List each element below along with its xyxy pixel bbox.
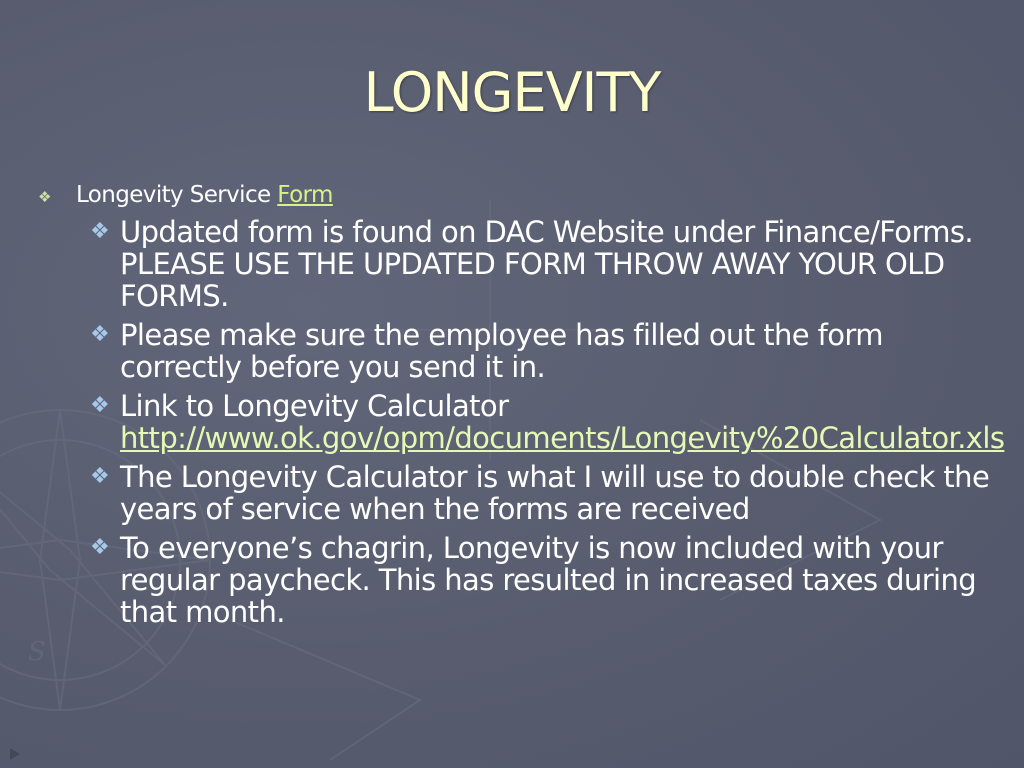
slide-nav-arrow-icon[interactable] (10, 748, 20, 760)
sub-bullet-text: To everyone’s chagrin, Longevity is now included with your regular paycheck. This has resulted in increased taxes during that month. (120, 531, 977, 629)
sub-bullet-item (90, 319, 1011, 383)
diamond-four-icon: ❖ (90, 219, 110, 244)
diamond-four-icon: ❖ (90, 464, 110, 489)
diamond-four-icon: ❖ (90, 393, 110, 418)
bullet-item-longevity-service-form (36, 180, 1011, 212)
sub-bullet-item (90, 461, 1011, 525)
form-link[interactable]: Form (277, 182, 333, 208)
sub-bullet-text: Link to Longevity Calculator http://www.ok.gov/opm/documents/Longevity%20Calculator.xls (120, 389, 1005, 455)
longevity-calculator-link[interactable]: http://www.ok.gov/opm/documents/Longevity%20Calculator.xls (120, 421, 1005, 455)
svg-text:S: S (28, 637, 46, 667)
diamond-four-icon: ❖ (90, 322, 110, 347)
sub-bullet-item (90, 532, 1011, 628)
diamond-four-icon: ❖ (90, 535, 110, 560)
slide-title: LONGEVITY (363, 61, 661, 124)
sub-bullet-text: The Longevity Calculator is what I will use to double check the years of service when the forms are received (120, 460, 990, 526)
sub-bullet-text: Updated form is found on DAC Website under Finance/Forms. PLEASE USE THE UPDATED FORM THROW AWAY YOUR OLD FORMS. (120, 215, 974, 313)
sub-bullet-text: Please make sure the employee has filled out the form correctly before you send it in. (120, 318, 883, 384)
bullet-list (36, 180, 1011, 635)
bullet-text: Longevity Service Form (76, 182, 333, 208)
diamond-four-icon: ❖ (38, 188, 51, 206)
sub-bullet-item (90, 390, 1011, 454)
sub-bullet-item (90, 216, 1011, 312)
